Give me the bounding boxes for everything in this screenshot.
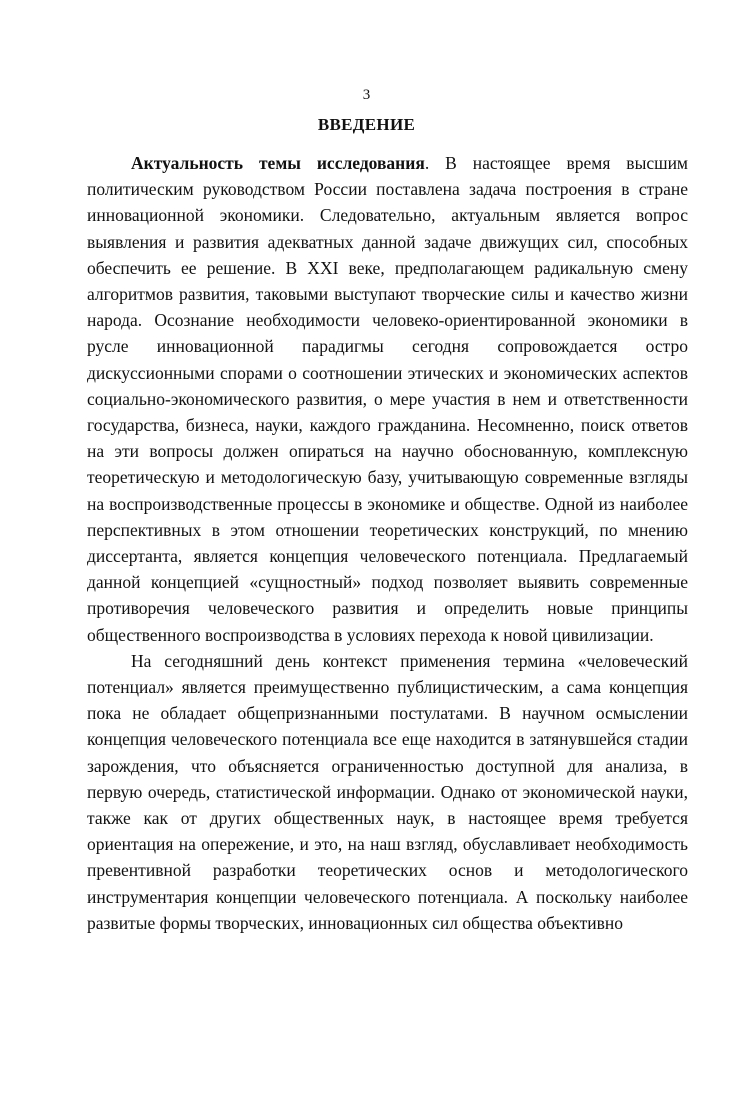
relevance-paragraph-text: . В настоящее время высшим политическим руководством России поставлена задача построения в стране инновационной экономики. Следовательно, актуальным является вопрос выявления и развития адекватных данной задаче движущих сил, способных обеспечить ее решение. В XXI веке, предполагающем радикальную смену алгоритмов развития, таковыми выступают творческие силы и качество жизни народа. Осознание необходимости человеко-ориентированной экономики в русле инновационной парадигмы сегодня сопровождается остро дискуссионными спорами о соотношении этических и экономических аспектов социально-экономического развития, о мере участия в нем и ответственности государства, бизнеса, науки, каждого гражданина. Несомненно, поиск ответов на эти вопросы должен опираться на научно обоснованную, комплексную теоретическую и методологическую базу, учитывающую современные взгляды на воспроизводственные процессы в экономике и обществе. Одной из наиболее перспективных в этом отношении теоретических конструкций, по мнению диссертанта, является концепция человеческого потенциала. Предлагаемый данной концепцией «сущностный» подход позволяет выявить современные противоречия человеческого развития и определить новые принципы общественного воспроизводства в условиях перехода к новой цивилизации. <box>87 153 689 645</box>
section-heading: ВВЕДЕНИЕ <box>317 115 416 134</box>
paragraph-relevance <box>87 150 688 648</box>
paragraph-context <box>87 648 688 936</box>
relevance-lead-term: Актуальность темы исследования <box>131 153 425 173</box>
body-text <box>87 150 688 936</box>
context-paragraph-text: На сегодняшний день контекст применения термина «человеческий потенциал» является преимущественно публицистическим, а сама концепция пока не обладает общепризнанными постулатами. В научном осмыслении концепция человеческого потенциала все еще находится в затянувшейся стадии зарождения, что объясняется ограниченностью доступной для анализа, в первую очередь, статистической информации. Однако от экономической науки, также как от других общественных наук, в настоящее время требуется ориентация на опережение, и это, на наш взгляд, обуславливает необходимость превентивной разработки теоретических основ и методологического инструментария концепции человеческого потенциала. А поскольку наиболее развитые формы творческих, инновационных сил общества объективно <box>87 650 688 933</box>
page-number: 3 <box>362 87 371 103</box>
